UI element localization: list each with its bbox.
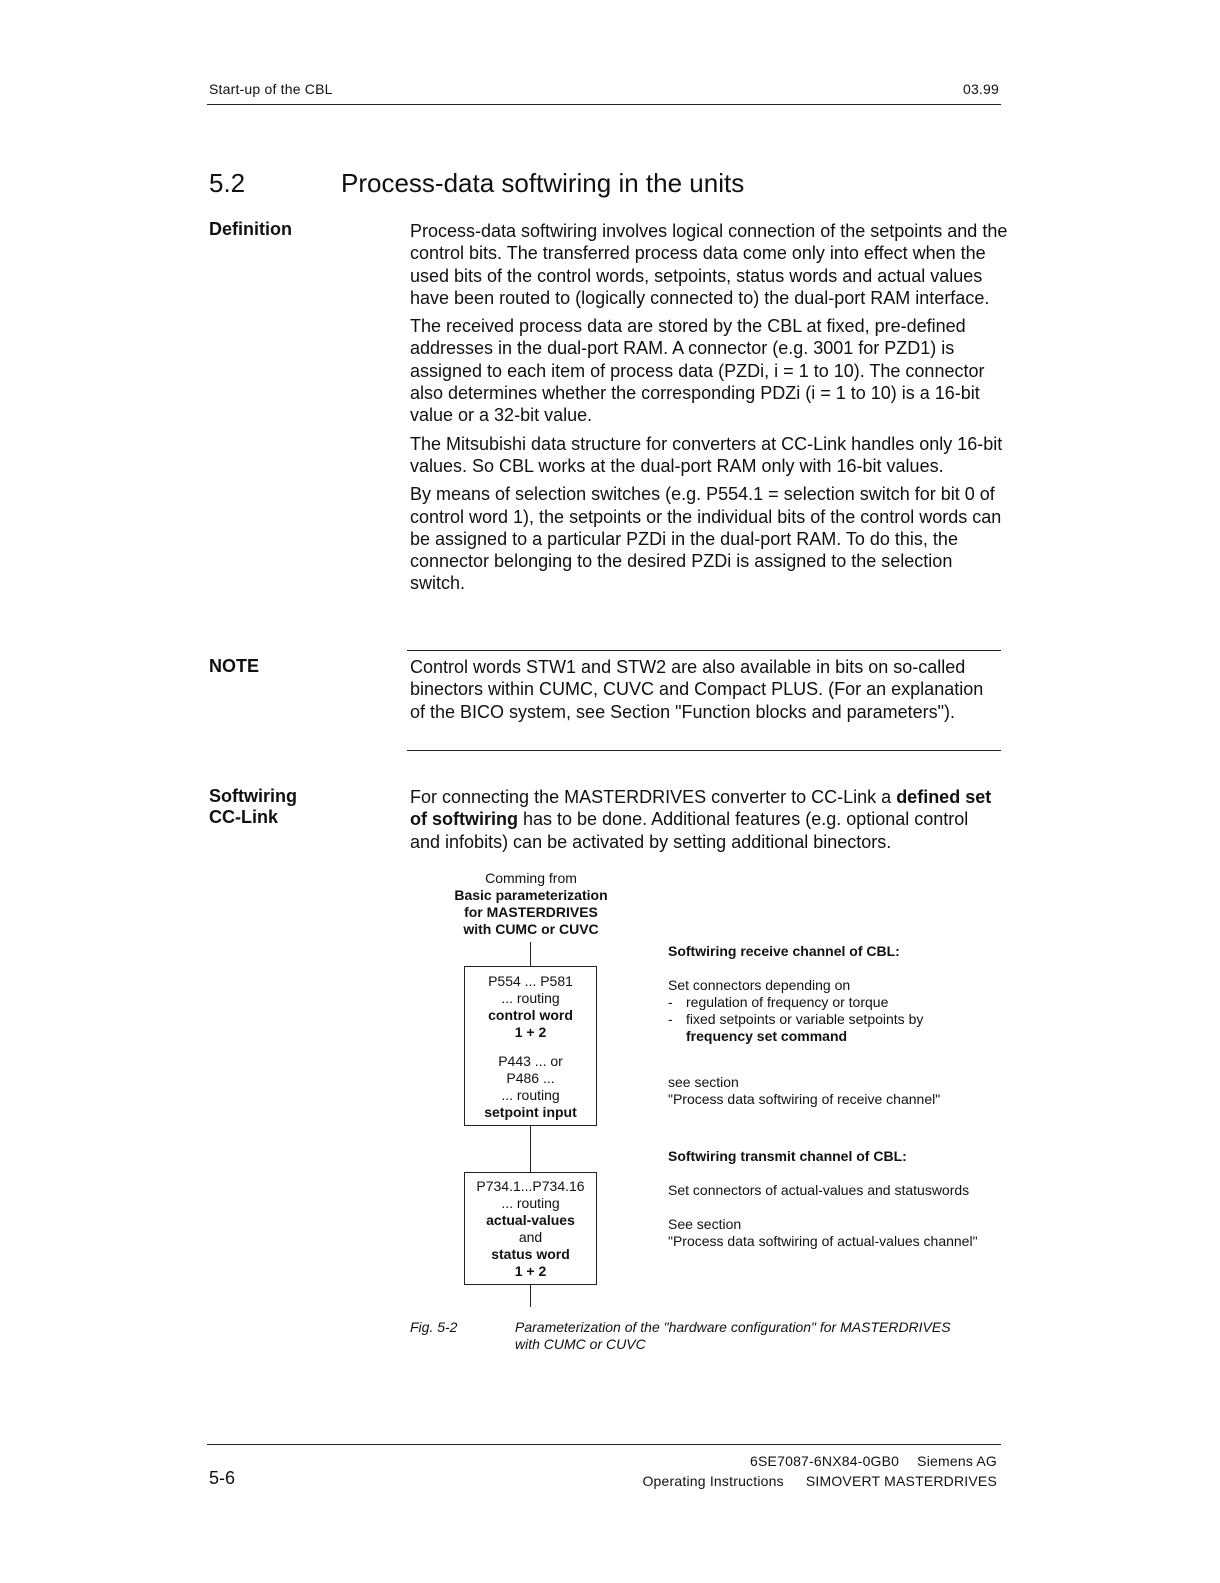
- definition-paragraph: The Mitsubishi data structure for converters at CC-Link handles only 16-bit values. So CBL works at the dual-port RAM only with 16-bit values.: [410, 433, 1003, 476]
- figure-caption-text: [515, 1319, 995, 1353]
- receive-bullet-2: [668, 1011, 1008, 1028]
- section-number: 5.2: [209, 168, 246, 198]
- box1-line: ... routing: [501, 1087, 560, 1103]
- note-bottom-rule: [407, 750, 1001, 751]
- box1-line: ... routing: [501, 990, 560, 1006]
- bullet-dash: -: [668, 994, 673, 1010]
- origin-line2: Basic parameterization: [454, 887, 608, 903]
- note-top-rule: [407, 650, 1001, 651]
- transmit-title: Softwiring transmit channel of CBL:: [668, 1148, 907, 1164]
- origin-line4: with CUMC or CUVC: [463, 921, 599, 937]
- routing-box-transmit: [464, 1172, 597, 1285]
- connector-line-top: [530, 942, 531, 966]
- footer-doc-code: 6SE7087-6NX84-0GB0: [750, 1453, 900, 1469]
- box2-line-bold: actual-values: [486, 1212, 575, 1228]
- definition-paragraph: The received process data are stored by the CBL at fixed, pre-defined addresses in the dual-port RAM. A connector (e.g. 3001 for PZD1) is assigned to each item of process data (PZDi, i = 1 to 10). The connector also determines whether the corresponding PDZi (i = 1 to 10) is a 16-bit value or a 32-bit value.: [410, 316, 985, 426]
- box2-line: ... routing: [501, 1195, 560, 1211]
- header-left: Start-up of the CBL: [209, 81, 333, 97]
- box1-line-bold: 1 + 2: [514, 1024, 547, 1040]
- box2-line: P734.1...P734.16: [476, 1178, 585, 1194]
- receive-bullet-1: [668, 994, 1008, 1011]
- definition-body: [410, 220, 1010, 601]
- definition-label: Definition: [209, 219, 292, 239]
- box1-line-bold: control word: [488, 1007, 573, 1023]
- footer-product: SIMOVERT MASTERDRIVES: [805, 1473, 997, 1489]
- connector-line-middle: [530, 1126, 531, 1172]
- receive-bullet-1-text: regulation of frequency or torque: [686, 994, 889, 1010]
- routing-box-receive: [464, 966, 597, 1126]
- footer-info: [600, 1451, 997, 1491]
- footer-company: Siemens AG: [917, 1453, 997, 1469]
- header-right: 03.99: [962, 81, 999, 97]
- footer-line2: [600, 1471, 997, 1491]
- box2-line: and: [518, 1229, 543, 1245]
- footer-page-number: 5-6: [209, 1468, 236, 1488]
- receive-bullet-2-text: fixed setpoints or variable setpoints by: [686, 1011, 924, 1027]
- footer-rule: [207, 1444, 1001, 1445]
- softwiring-text-pre: For connecting the MASTERDRIVES converter to CC-Link a: [410, 787, 897, 807]
- note-text: Control words STW1 and STW2 are also available in bits on so-called binectors within CUMC, CUVC and Compact PLUS. (For an explanation of the BICO system, see Section "Function blocks and parameters").: [410, 657, 984, 722]
- transmit-channel-desc: [668, 1148, 1008, 1250]
- figure-caption-line2: with CUMC or CUVC: [515, 1336, 646, 1352]
- definition-paragraph: Process-data softwiring involves logical connection of the setpoints and the control bits. The transferred process data come only into effect when the used bits of the control words, setpoints, status words and actual values have been routed to (logically connected to) the dual-port RAM interface.: [410, 221, 1008, 308]
- transmit-intro: Set connectors of actual-values and statuswords: [668, 1182, 970, 1198]
- box1-line: P486 ...: [506, 1070, 555, 1086]
- softwiring-text-bold: defined set of softwiring: [410, 787, 992, 830]
- receive-intro: Set connectors depending on: [668, 977, 851, 993]
- origin-line3: for MASTERDRIVES: [464, 904, 598, 920]
- figure-caption-line1: Parameterization of the "hardware configuration" for MASTERDRIVES: [515, 1319, 951, 1335]
- softwiring-text: [410, 786, 1000, 853]
- receive-bullet-2-bold: frequency set command: [686, 1028, 848, 1044]
- footer-line1: [600, 1451, 997, 1471]
- receive-see-ref: "Process data softwiring of receive channel": [668, 1091, 941, 1107]
- softwiring-label: [209, 786, 297, 828]
- footer-doc-type: Operating Instructions: [642, 1473, 784, 1489]
- figure-caption-label: Fig. 5-2: [410, 1319, 458, 1335]
- softwiring-label-line1: Softwiring: [209, 786, 297, 806]
- header-rule: [207, 104, 1001, 105]
- transmit-see-ref: "Process data softwiring of actual-values channel": [668, 1233, 978, 1249]
- box1-line: P554 ... P581: [488, 973, 573, 989]
- note-label: NOTE: [209, 656, 260, 676]
- section-title: Process-data softwiring in the units: [341, 168, 745, 198]
- figure-origin-text: [431, 870, 631, 938]
- box2-line-bold: status word: [491, 1246, 570, 1262]
- connector-line-bottom: [530, 1285, 531, 1307]
- box1-line-bold: setpoint input: [484, 1104, 577, 1120]
- softwiring-label-line2: CC-Link: [209, 807, 278, 827]
- origin-line1: Comming from: [485, 870, 577, 886]
- transmit-see-label: See section: [668, 1216, 742, 1232]
- bullet-dash: -: [668, 1011, 673, 1027]
- box1-line: P443 ... or: [498, 1053, 563, 1069]
- definition-paragraph: By means of selection switches (e.g. P554.1 = selection switch for bit 0 of control word 1), the setpoints or the individual bits of the control words can be assigned to a particular PZDi in the dual-port RAM. To do this, the connector belonging to the desired PZDi is assigned to the selection switch.: [410, 484, 1002, 594]
- receive-title: Softwiring receive channel of CBL:: [668, 943, 900, 959]
- softwiring-text-post: has to be done. Additional features (e.g. optional control and infobits) can be activated by setting additional binectors.: [410, 809, 969, 852]
- box2-line-bold: 1 + 2: [514, 1263, 547, 1279]
- receive-see-label: see section: [668, 1074, 739, 1090]
- receive-channel-desc: [668, 943, 1008, 1108]
